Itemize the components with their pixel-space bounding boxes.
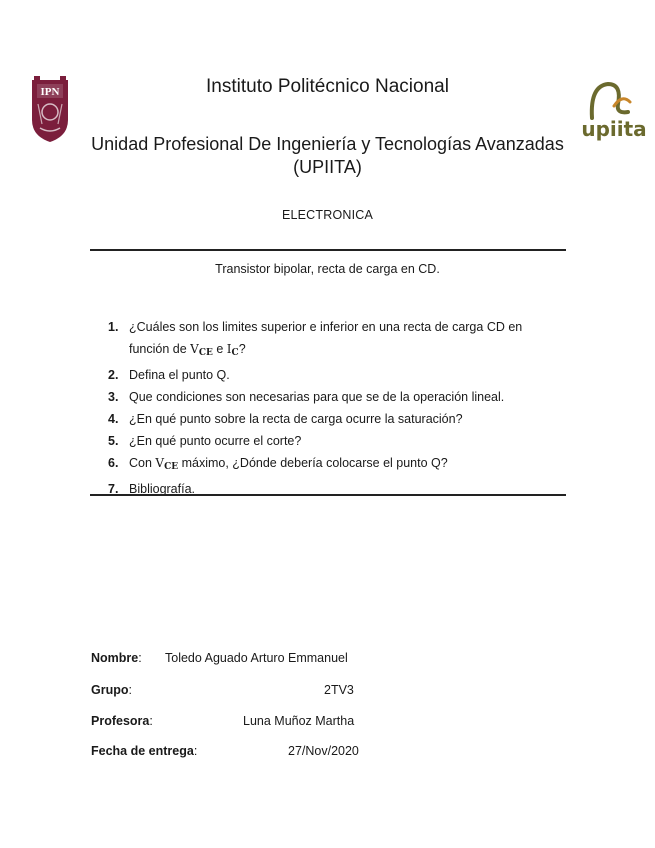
nombre-label: Nombre [91,651,139,665]
fecha-label-row [91,744,197,758]
question-text: Bibliografía. [129,482,196,496]
question-text-pre: Con [129,456,156,470]
grupo-value: 2TV3 [324,683,354,697]
unit-name-line2: (UPIITA) [293,157,362,177]
ipn-logo-text: IPN [40,86,60,98]
profesora-value: Luna Muñoz Martha [243,714,355,728]
question-list [108,316,548,500]
question-number: 1. [108,320,119,334]
question-number: 6. [108,456,119,470]
question-item [108,452,548,478]
course-name: ELECTRONICA [281,208,374,222]
question-text: Que condiciones son necesarias para que se de la operación lineal. [129,390,505,404]
question-end: ? [238,342,246,356]
question-item [108,430,548,452]
var-i-sub: C [231,348,239,358]
grupo-colon: : [128,683,132,697]
var-v-sub: CE [198,348,213,358]
unit-name-line1: Unidad Profesional De Ingeniería y Tecnologías Avanzadas [91,134,564,154]
question-number: 4. [108,412,119,426]
question-text: ¿En qué punto sobre la recta de carga ocurre la saturación? [129,412,463,426]
question-text: ¿Cuáles son los limites superior e inferior en una recta de carga CD en [129,320,523,334]
top-divider [90,249,566,251]
question-text-post: máximo, ¿Dónde debería colocarse el punto Q? [178,456,448,470]
upiita-logo-text: upiita [581,117,647,141]
bottom-divider [90,494,566,496]
question-number: 2. [108,368,119,382]
assignment-subtitle: Transistor bipolar, recta de carga en CD. [215,262,440,276]
question-item [108,386,548,408]
fecha-colon: : [193,744,198,758]
question-number: 3. [108,390,119,404]
question-text: Defina el punto Q. [129,368,230,382]
profesora-label-row [91,714,153,728]
institution-title: Instituto Politécnico Nacional [206,76,449,97]
nombre-colon: : [138,651,142,665]
fecha-label: Fecha de entrega [91,744,194,758]
var-v: V [190,342,199,356]
question-item [108,478,548,500]
var-v-sub: CE [164,462,179,472]
question-number: 7. [108,482,119,496]
question-item [108,408,548,430]
question-text-cont: función de [129,342,191,356]
fecha-value: 27/Nov/2020 [288,744,359,758]
nombre-label-row [91,651,142,665]
profesora-colon: : [149,714,153,728]
grupo-label-row [91,683,132,697]
question-item [108,364,548,386]
var-v: V [155,456,165,470]
nombre-value: Toledo Aguado Arturo Emmanuel [165,651,348,665]
question-item [108,316,548,364]
grupo-label: Grupo [91,683,129,697]
conj-text: e [212,342,227,356]
var-i: I [226,342,232,356]
question-number: 5. [108,434,119,448]
question-text: ¿En qué punto ocurre el corte? [129,434,302,448]
profesora-label: Profesora [91,714,150,728]
